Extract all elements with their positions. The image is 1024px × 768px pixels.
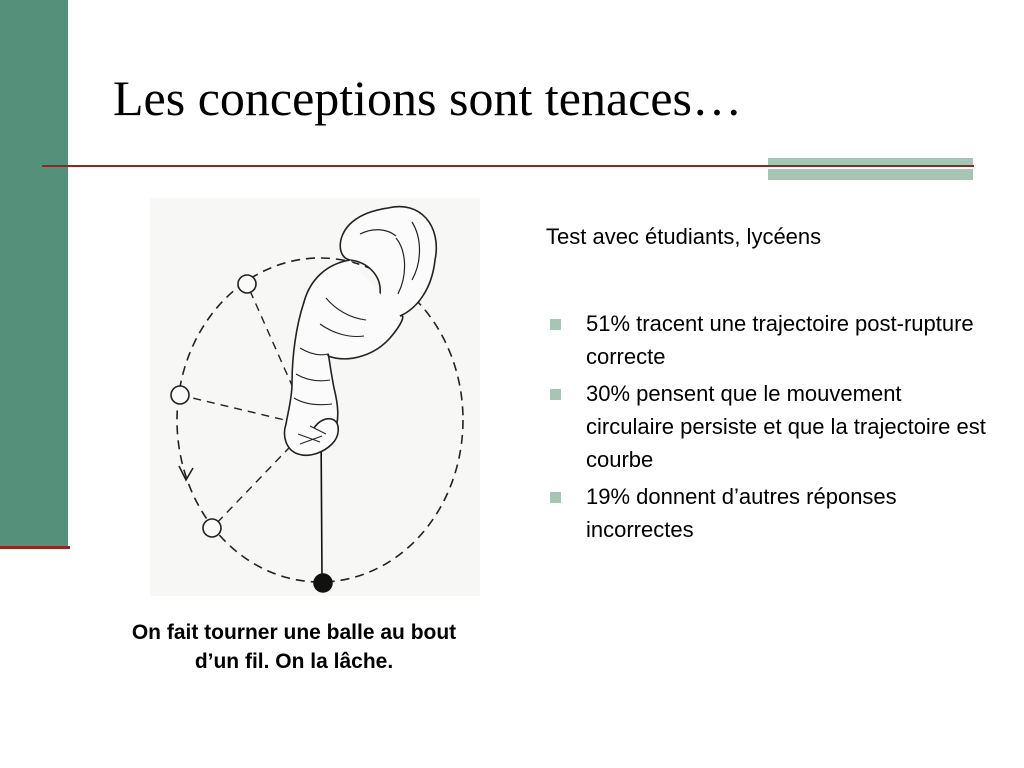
- ball: [314, 574, 332, 592]
- left-accent-bar: [0, 0, 68, 548]
- rotating-ball-illustration: [150, 198, 480, 596]
- stripe: [768, 169, 973, 180]
- bullet-item: [546, 377, 986, 476]
- slide-title: Les conceptions sont tenaces…: [113, 70, 742, 126]
- square-bullet-icon: [550, 492, 561, 503]
- bullet-text: 51% tracent une trajectoire post-rupture correcte: [586, 311, 974, 369]
- bullet-item: [546, 480, 986, 546]
- left-accent-rule: [0, 546, 70, 549]
- square-bullet-icon: [550, 389, 561, 400]
- bullet-list: [546, 307, 986, 550]
- square-bullet-icon: [550, 319, 561, 330]
- stripe: [768, 158, 973, 165]
- figure-caption: [88, 618, 500, 676]
- caption-line-1: On fait tourner une balle au bout: [131, 621, 457, 644]
- bullet-text: 30% pensent que le mouvement circulaire persiste et que la trajectoire est courbe: [586, 381, 986, 472]
- ball-positions: [171, 275, 256, 537]
- decorative-stripes: [768, 158, 973, 180]
- intro-text: Test avec étudiants, lycéens: [546, 224, 822, 249]
- bullet-item: [546, 307, 986, 373]
- caption-line-2: d’un fil. On la lâche.: [194, 650, 394, 673]
- bullet-text: 19% donnent d’autres réponses incorrectes: [586, 484, 897, 542]
